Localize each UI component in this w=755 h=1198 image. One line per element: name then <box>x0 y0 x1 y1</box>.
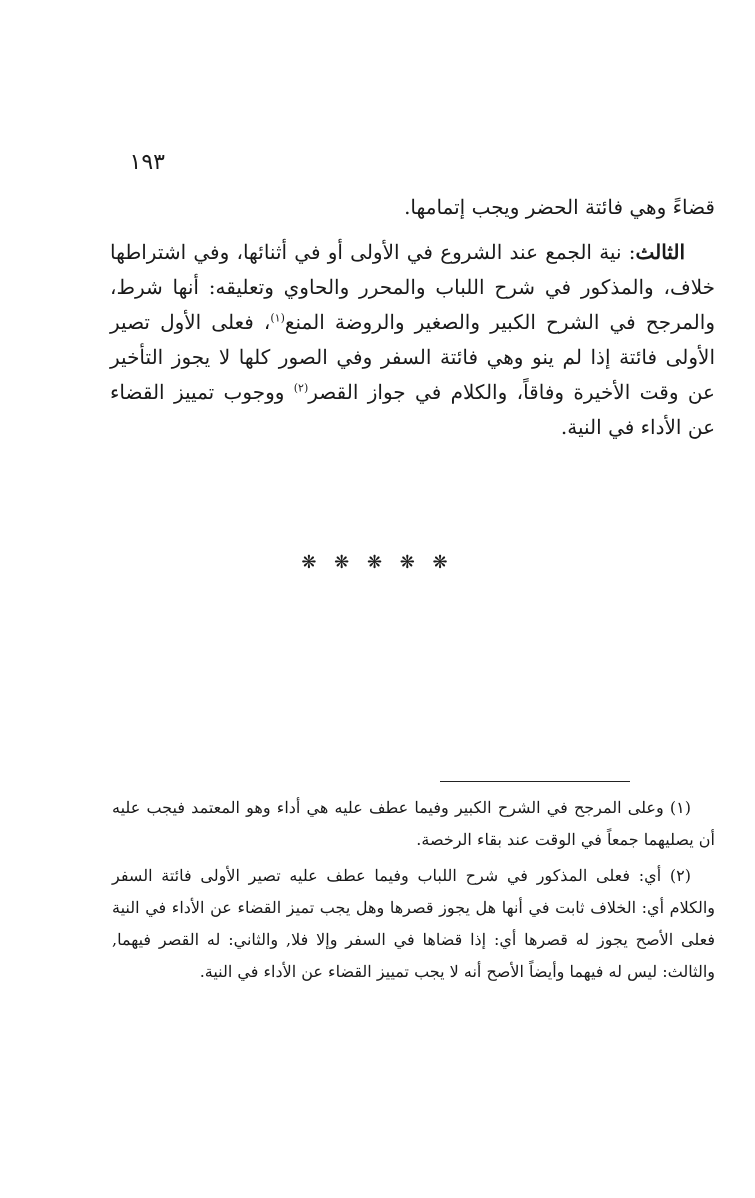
footnote-reference-2[interactable]: (٢) <box>293 381 309 395</box>
opening-line: قضاءً وهي فائتة الحضر ويجب إتمامها. <box>404 195 715 219</box>
footnote-2: (٢) أي: فعلى المذكور في شرح اللباب وفيما عطف عليه تصير الأولى فائتة السفر والكلام أي: الخلاف ثابت في أنها هل يجوز قصرها وهل يجب تميز القضاء عن الأداء في النية فعلى الأصح يجوز له قصرها أي: إذا قضاها في السفر وإلا فلا, والثاني: له القصر فيهما, والثالث: ليس له فيهما وأيضاً الأصح أنه لا يجب تمييز القضاء عن الأداء في النية. <box>112 866 715 981</box>
main-text <box>110 190 715 445</box>
footnote-1: (١) وعلى المرجح في الشرح الكبير وفيما عطف عليه هي أداء وهو المعتمد فيجب عليه أن يصليهما جمعاً في الوقت عند بقاء الرخصة. <box>112 798 715 849</box>
footnotes <box>112 792 715 992</box>
footnote-reference-1[interactable]: (١) <box>270 311 285 325</box>
page-number: ١٩٣ <box>129 150 165 175</box>
section-separator: ❋ ❋ ❋ ❋ ❋ <box>301 552 454 573</box>
paragraph-lead-word: الثالث <box>635 240 685 264</box>
paragraph-third <box>110 235 715 445</box>
paragraph-text-part-3: ووجوب تمييز القضاء عن الأداء في النية. <box>110 380 715 439</box>
footnote-divider <box>440 781 630 782</box>
paragraph-text-part-1: : نية الجمع عند الشروع في الأولى أو في أثنائها، وفي اشتراطها خلاف، والمذكور في شرح اللباب والمحرر والحاوي وتعليقه: أنها شرط، والمرجح في الشرح الكبير والصغير والروضة المنع <box>110 240 715 334</box>
paragraph-text-part-2: ، فعلى الأول تصير الأولى فائتة إذا لم ينو وهي فائتة السفر وفي الصور كلها لا يجوز التأخير عن وقت الأخيرة وفاقاً، والكلام في جواز القصر <box>110 310 715 404</box>
